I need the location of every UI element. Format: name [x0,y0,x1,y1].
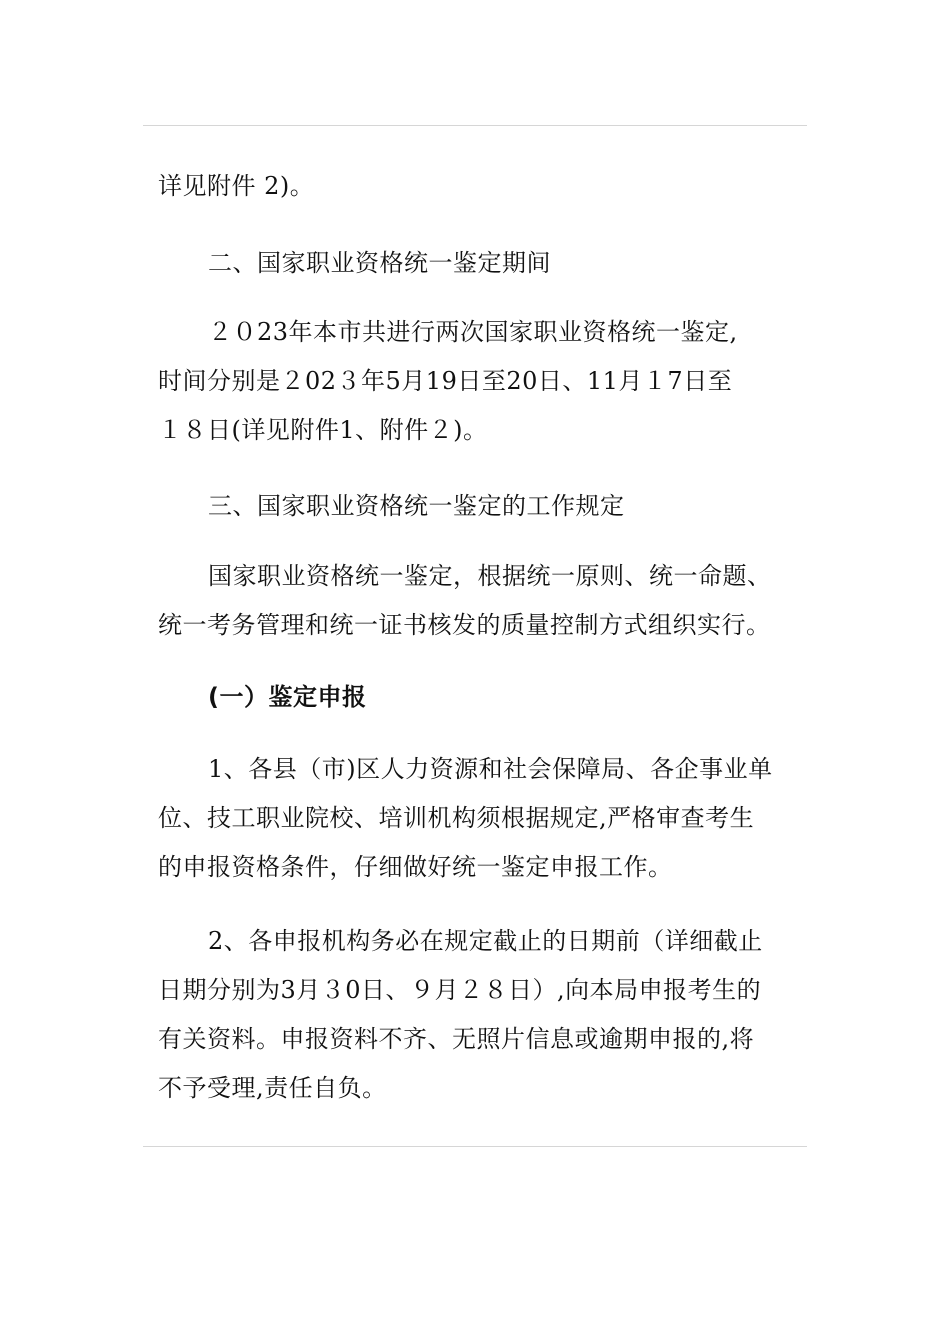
paragraph-line-12: 有关资料。申报资料不齐、无照片信息或逾期申报的,将 [158,1025,755,1053]
page-top-divider [143,125,807,126]
subsection-heading-1: (一）鉴定申报 [208,683,367,711]
paragraph-line-1: 详见附件 2)。 [158,172,315,200]
paragraph-line-2: ２０23年本市共进行两次国家职业资格统一鉴定, [208,318,738,346]
page-bottom-divider [143,1146,807,1147]
paragraph-line-8: 位、技工职业院校、培训机构须根据规定,严格审查考生 [158,804,755,832]
paragraph-line-4: １８日(详见附件1、附件２)。 [158,416,488,444]
paragraph-line-7: 1、各县（市)区人力资源和社会保障局、各企事业单 [208,755,773,783]
section-heading-3: 三、国家职业资格统一鉴定的工作规定 [208,492,625,520]
paragraph-line-13: 不予受理,责任自负。 [158,1074,387,1102]
paragraph-line-9: 的申报资格条件，仔细做好统一鉴定申报工作。 [158,853,673,881]
paragraph-line-10: 2、各申报机构务必在规定截止的日期前（详细截止 [208,927,763,955]
paragraph-line-6: 统一考务管理和统一证书核发的质量控制方式组织实行。 [158,611,771,639]
section-heading-2: 二、国家职业资格统一鉴定期间 [208,249,551,277]
paragraph-line-5: 国家职业资格统一鉴定，根据统一原则、统一命题、 [208,562,772,590]
paragraph-line-3: 时间分别是２02３年5月19日至20日、11月１7日至 [158,367,733,395]
paragraph-line-11: 日期分别为3月３0日、９月２８日）,向本局申报考生的 [158,976,762,1004]
